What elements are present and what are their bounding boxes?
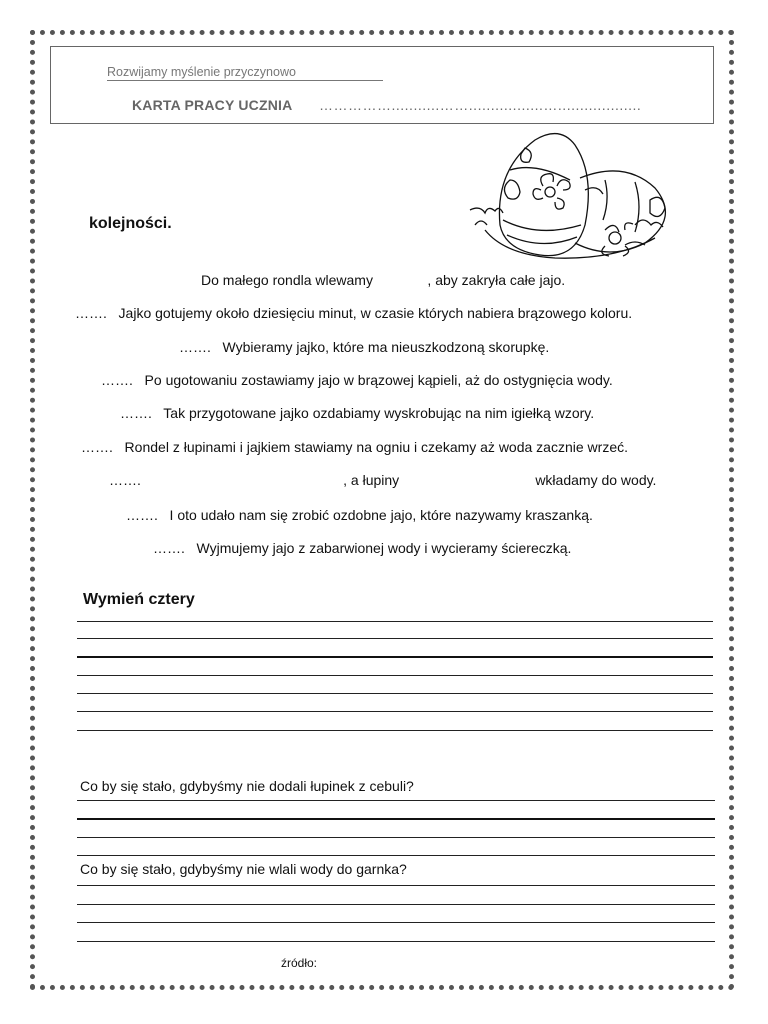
answer-line[interactable] bbox=[77, 675, 713, 676]
step-4: ……. Po ugotowaniu zostawiamy jajo w brązowej kąpieli, aż do ostygnięcia wody. bbox=[101, 372, 613, 388]
answer-line[interactable] bbox=[77, 656, 713, 658]
answer-line[interactable] bbox=[77, 638, 713, 639]
card-title: KARTA PRACY UCZNIA bbox=[132, 97, 293, 113]
answer-line[interactable] bbox=[77, 922, 715, 923]
question-1: Co by się stało, gdybyśmy nie dodali łupinek z cebuli? bbox=[80, 778, 414, 794]
task2-heading: Wymień cztery bbox=[83, 591, 195, 608]
task1-heading: kolejności. bbox=[89, 215, 172, 232]
name-blank[interactable]: ……………...........…….................…................... bbox=[319, 97, 642, 113]
answer-line[interactable] bbox=[77, 730, 713, 731]
step-7: ……. , a łupiny wkładamy do wody. bbox=[109, 472, 657, 488]
step-8: ……. I oto udało nam się zrobić ozdobne jajo, które nazywamy kraszanką. bbox=[126, 507, 593, 523]
step-9: ……. Wyjmujemy jajo z zabarwionej wody i wycieramy ściereczką. bbox=[153, 540, 572, 556]
answer-line[interactable] bbox=[77, 800, 715, 801]
step-1: Do małego rondla wlewamy , aby zakryła całe jajo. bbox=[201, 272, 566, 288]
source-label: źródło: bbox=[281, 956, 318, 970]
answer-line[interactable] bbox=[77, 711, 713, 712]
answer-line[interactable] bbox=[77, 941, 715, 942]
step-6: ……. Rondel z łupinami i jajkiem stawiamy na ogniu i czekamy aż woda zacznie wrzeć. bbox=[81, 439, 628, 455]
step-2: ……. Jajko gotujemy około dziesięciu minut, w czasie których nabiera brązowego koloru. bbox=[75, 305, 633, 321]
easter-eggs-icon bbox=[465, 130, 680, 260]
answer-line[interactable] bbox=[77, 621, 713, 622]
answer-line[interactable] bbox=[77, 885, 715, 886]
answer-line[interactable] bbox=[77, 855, 715, 856]
step-3: ……. Wybieramy jajko, które ma nieuszkodzoną skorupkę. bbox=[179, 339, 550, 355]
step-5: ……. Tak przygotowane jajko ozdabiamy wyskrobując na nim igiełką wzory. bbox=[120, 405, 595, 421]
worksheet-subtitle: Rozwijamy myślenie przyczynowo bbox=[107, 65, 383, 81]
answer-line[interactable] bbox=[77, 904, 715, 905]
question-2: Co by się stało, gdybyśmy nie wlali wody do garnka? bbox=[80, 861, 407, 877]
answer-line[interactable] bbox=[77, 693, 713, 694]
answer-line[interactable] bbox=[77, 818, 715, 820]
answer-line[interactable] bbox=[77, 837, 715, 838]
